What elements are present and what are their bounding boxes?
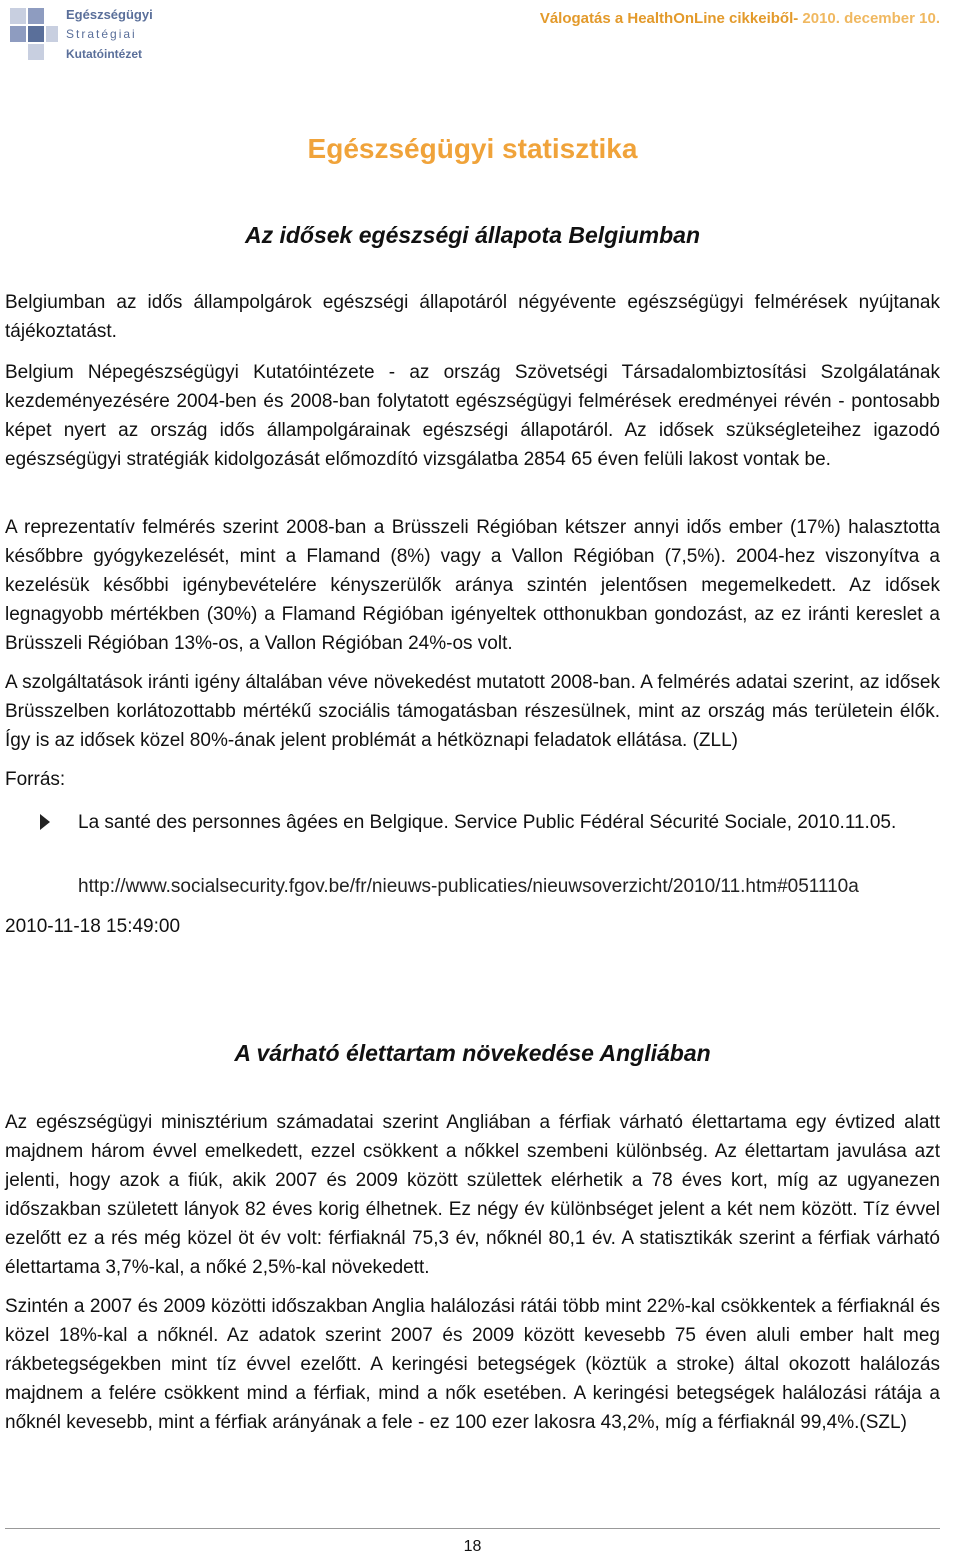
running-date: 2010. december 10. — [798, 10, 940, 27]
page-number: 18 — [463, 1538, 482, 1555]
article1-paragraph-3: A reprezentatív felmérés szerint 2008-ban a Brüsszeli Régióban kétszer annyi idős ember (17%) halasztotta későbbre gyógykezelését, mint a Flamand (8%) vagy a Vallon Régióban (7,5%). 2004-hez viszonyítva a kezelésük későbbi igénybevételére kényszerülők aránya szintén jelentősen megemelkedett. Az idősek legnagyobb mértékben (30%) a Flamand Régióban igényeltek otthonukban gondozást, az ez iránti kereslet a Brüsszeli Régióban 13%-os, a Vallon Régióban 24%-os volt. — [5, 517, 940, 654]
article2-title: A várható élettartam növekedése Angliában — [234, 1040, 711, 1066]
page-header — [0, 0, 960, 70]
footer-divider — [5, 1528, 940, 1529]
source-link[interactable]: http://www.socialsecurity.fgov.be/fr/nieuws-publicaties/nieuwsoverzicht/2010/11.htm#051110a — [78, 876, 859, 897]
article1-paragraph-1: Belgiumban az idős állampolgárok egészségi állapotáról négyévente egészségügyi felmérések nyújtanak tájékoztatást. — [5, 292, 940, 342]
article1-paragraph-2: Belgium Népegészségügyi Kutatóintézete - az ország Szövetségi Társadalombiztosítási Szolgálatának kezdeményezésére 2004-ben és 2008-ban folytatott egészségügyi felmérések eredményei révén - pontosabb képet nyert az ország idős állampolgárainak egészségi állapotáról. Az idősek szükségleteihez igazodó egészségügyi stratégiák kidolgozását előmozdító vizsgálatba 2854 65 éven felüli lakost vontak be. — [5, 362, 940, 470]
institute-logo — [8, 4, 158, 64]
running-header — [540, 10, 940, 27]
logo-line-3: Kutatóintézet — [66, 47, 142, 61]
article2-paragraph-1: Az egészségügyi minisztérium számadatai szerint Angliában a férfiak várható élettartama egy évtized alatt majdnem három évvel emelkedett, ezzel csökkent a nőkkel szembeni különbség. Az élettartam javulása azt jelenti, hogy azok a fiúk, akik 2007 és 2009 között születtek elérhetik a 78 éves kort, míg az ugyanezen időszakban született lányok 82 éves korig élhetnek. Ez négy év különbséget jelent a két nem között. Tíz évvel ezelőtt ez a rés még közel öt év volt: férfiaknál 75,3 év, nőknél 80,1 év. A statisztikák szerint a férfiak várható élettartama 3,7%-kal, a nőké 2,5%-kal növekedett. — [5, 1112, 940, 1278]
triangle-bullet-icon — [40, 814, 50, 830]
source-label: Forrás: — [5, 769, 66, 790]
source-text: La santé des personnes âgées en Belgique. Service Public Fédéral Sécurité Sociale, 2010.11.05. — [78, 812, 897, 833]
article1-timestamp: 2010-11-18 15:49:00 — [5, 916, 181, 937]
main-title: Egészségügyi statisztika — [307, 133, 638, 164]
logo-emblem-icon — [8, 4, 60, 64]
logo-line-2: Stratégiai — [66, 27, 137, 41]
article1-title: Az idősek egészségi állapota Belgiumban — [244, 222, 700, 248]
running-title: Válogatás a HealthOnLine cikkeiből- — [539, 10, 799, 27]
logo-line-1: Egészségügyi — [66, 7, 153, 22]
article1-paragraph-4: A szolgáltatások iránti igény általában véve növekedést mutatott 2008-ban. A felmérés adatai szerint, az idősek Brüsszelben korlátozottabb mértékű szociális támogatásban részesülnek, mint az ország más területein élők. Így is az idősek közel 80%-ának jelent problémát a hétköznapi feladatok ellátása. (ZLL) — [5, 672, 940, 751]
article2-paragraph-2: Szintén a 2007 és 2009 közötti időszakban Anglia halálozási rátái több mint 22%-kal csökkentek a férfiaknál és közel 18%-kal a nőknél. Az adatok szerint 2007 és 2009 között kevesebb 75 éven aluli ember halt meg rákbetegségekben mint tíz évvel ezelőtt. A keringési betegségek (köztük a stroke) által okozott halálozás majdnem a felére csökkent mind a férfiak, mind a nők esetében. A keringési betegségek halálozási rátája a nőknél kevesebb, mint a férfiak arányának a fele - ez 100 ezer lakosra 43,2%, míg a férfiaknál 99,4%.(SZL) — [5, 1296, 940, 1433]
